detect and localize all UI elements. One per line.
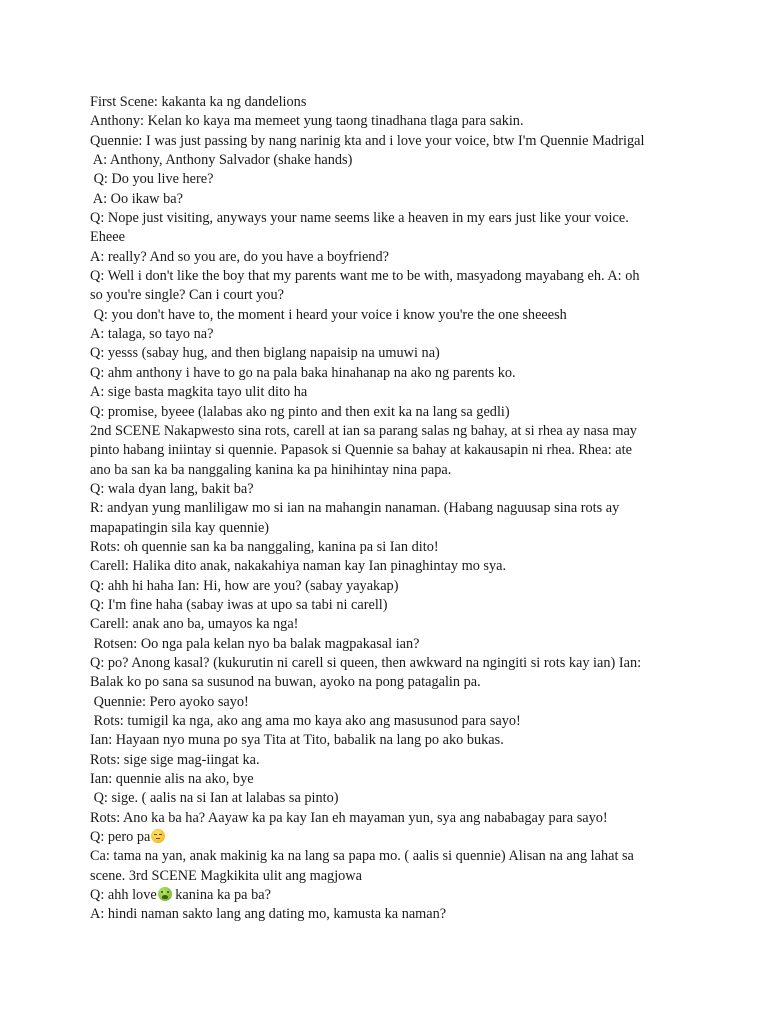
script-line-with-emoji [90,828,690,847]
script-line: A: sige basta magkita tayo ulit dito ha [90,384,308,401]
script-line: Q: I'm fine haha (sabay iwas at upo sa tabi ni carell) [90,596,388,613]
script-line: Q: Do you live here? [90,171,214,188]
script-line: Rots: sige sige mag-iingat ka. [90,751,260,768]
script-line: R: andyan yung manliligaw mo si ian na mahangin nanaman. (Habang naguusap sina rots ay [90,500,620,517]
script-line: Ian: quennie alis na ako, bye [90,771,254,788]
script-line: Rots: oh quennie san ka ba nanggaling, kanina pa si Ian dito! [90,538,439,555]
script-line-text: Q: pero pa [90,829,151,846]
script-line: Rotsen: Oo nga pala kelan nyo ba balak magpakasal ian? [90,635,420,652]
script-body [90,93,690,925]
script-line: Q: you don't have to, the moment i heard your voice i know you're the one sheeesh [90,306,567,323]
script-line: A: hindi naman sakto lang ang dating mo, kamusta ka naman? [90,906,447,923]
script-line: 2nd SCENE Nakapwesto sina rots, carell at ian sa parang salas ng bahay, at si rhea ay nasa may [90,422,637,439]
script-line: Ian: Hayaan nyo muna po sya Tita at Tito, babalik na lang po ako bukas. [90,732,504,749]
script-line: Q: sige. ( aalis na si Ian at lalabas sa pinto) [90,790,339,807]
script-line: Carell: anak ano ba, umayos ka nga! [90,616,299,633]
script-line: Rots: Ano ka ba ha? Aayaw ka pa kay Ian eh mayaman yun, sya ang nababagay para sayo! [90,809,608,826]
script-line: ano ba san ka ba nanggaling kanina ka pa hinihintay nina papa. [90,461,452,478]
script-line: Q: ahh hi haha Ian: Hi, how are you? (sabay yayakap) [90,577,399,594]
script-line: pinto habang iniintay si quennie. Papasok si Quennie sa bahay at kakausapin ni rhea. Rhea: ate [90,442,632,459]
script-line: First Scene: kakanta ka ng dandelions [90,94,307,110]
script-line: scene. 3rd SCENE Magkikita ulit ang magjowa [90,867,362,884]
script-line: so you're single? Can i court you? [90,287,284,304]
script-line: Balak ko po sana sa susunod na buwan, ayoko na pong patagalin pa. [90,674,481,691]
script-line-text: Q: ahh love [90,887,157,904]
script-line: Q: Well i don't like the boy that my parents want me to be with, masyadong mayabang eh. A: oh [90,268,640,285]
script-line: Quennie: I was just passing by nang narinig kta and i love your voice, btw I'm Quennie Madrigal [90,132,645,149]
script-line: Rots: tumigil ka nga, ako ang ama mo kaya ako ang masusunod para sayo! [90,713,521,729]
nauseated-face-icon [158,887,172,901]
script-line: Q: promise, byeee (lalabas ako ng pinto and then exit ka na lang sa gedli) [90,403,510,420]
script-line: A: really? And so you are, do you have a boyfriend? [90,248,389,265]
script-line-text-suffix: kanina ka pa ba? [171,887,271,904]
script-line: A: talaga, so tayo na? [90,326,214,343]
script-line: mapapatingin sila kay quennie) [90,519,270,536]
script-line: Q: yesss (sabay hug, and then biglang napaisip na umuwi na) [90,345,440,362]
script-line: Anthony: Kelan ko kaya ma memeet yung taong tinadhana tlaga para sakin. [90,113,524,130]
script-line: Carell: Halika dito anak, nakakahiya naman kay Ian pinaghintay mo sya. [90,558,507,575]
script-line: A: Oo ikaw ba? [90,190,183,207]
script-line: Q: wala dyan lang, bakit ba? [90,480,254,497]
script-line: Q: Nope just visiting, anyways your name seems like a heaven in my ears just like your voice. [90,210,629,227]
script-line: Quennie: Pero ayoko sayo! [90,693,249,710]
script-line: Ca: tama na yan, anak makinig ka na lang sa papa mo. ( aalis si quennie) Alisan na ang lahat sa [90,848,634,865]
script-line: Eheee [90,229,125,246]
script-line: Q: ahm anthony i have to go na pala baka hinahanap na ako ng parents ko. [90,364,516,381]
script-line: A: Anthony, Anthony Salvador (shake hands) [90,152,353,169]
script-line: Q: po? Anong kasal? (kukurutin ni carell si queen, then awkward na ngingiti si rots kay ian) Ian: [90,654,642,671]
script-line-with-emoji [90,886,690,905]
pensive-face-icon [151,829,165,843]
